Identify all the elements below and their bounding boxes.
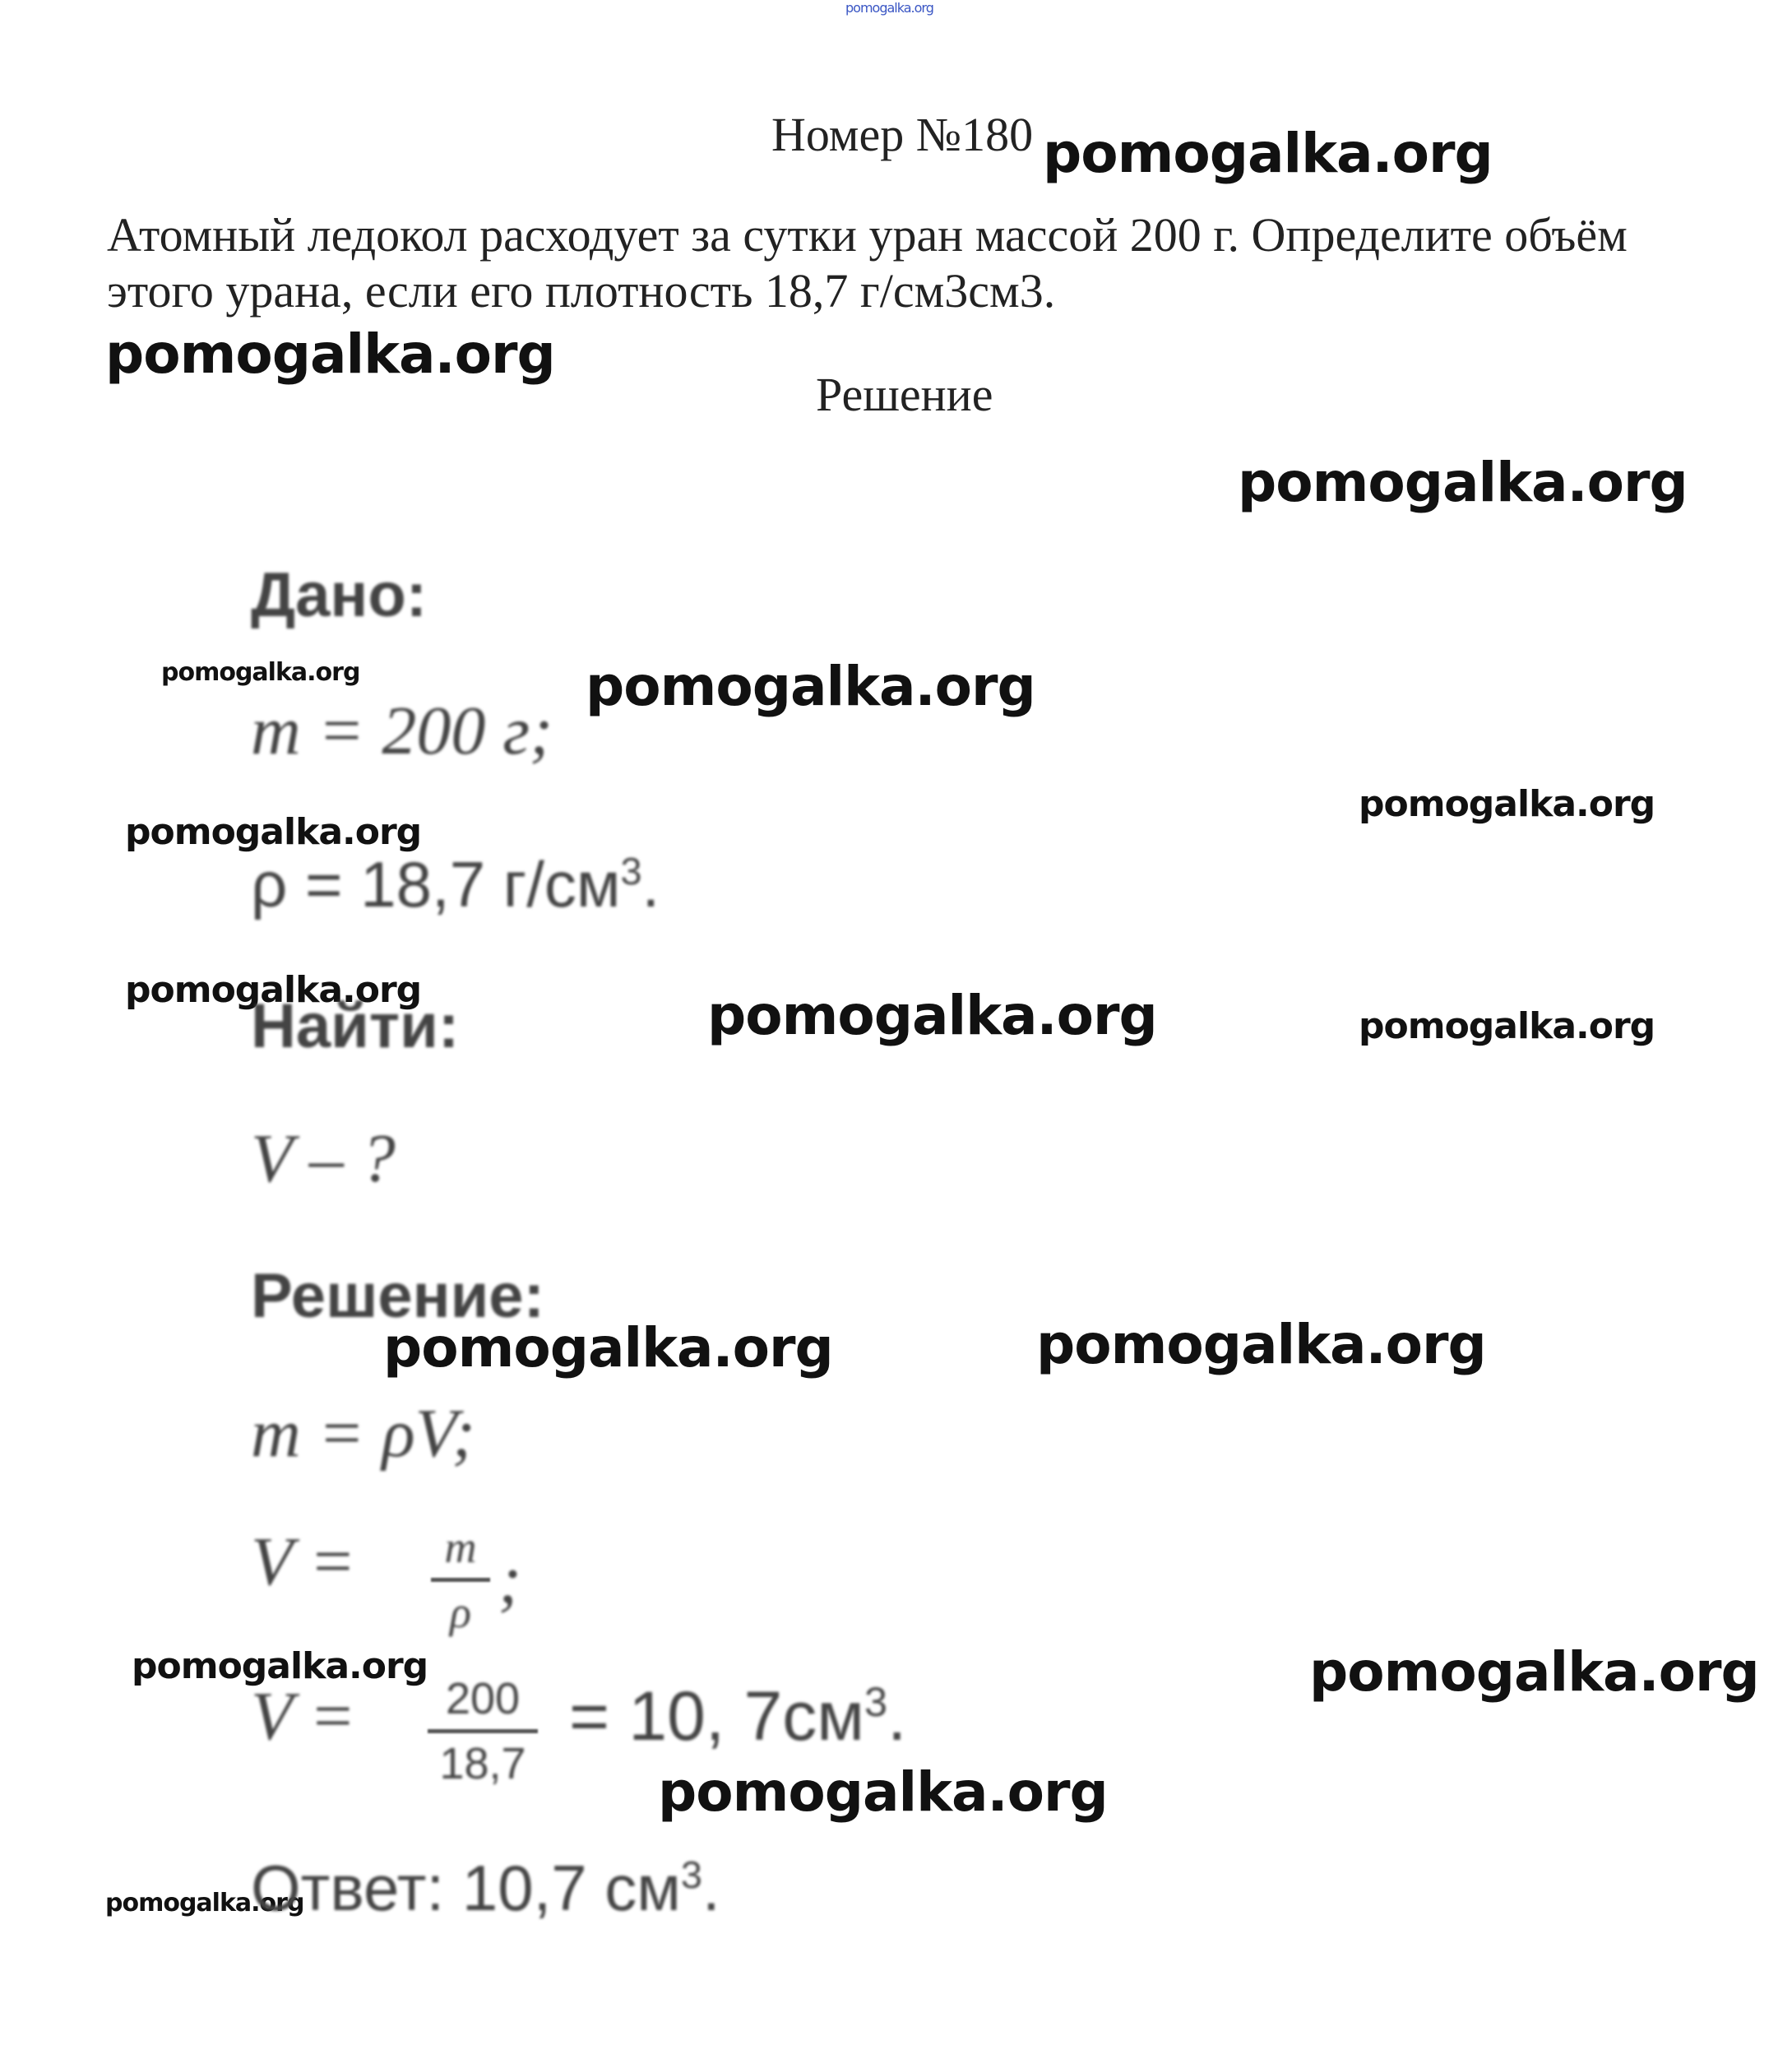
watermark: pomogalka.org (125, 969, 422, 1011)
formula-result-fraction: 200 18,7 (428, 1673, 538, 1789)
watermark: pomogalka.org (105, 1889, 304, 1918)
formula-result-rhs: = 10, $7см^3$. (569, 1677, 907, 1755)
formula-mass: m = ρV; (251, 1395, 475, 1472)
find-value: V – ? (251, 1120, 396, 1197)
watermark: pomogalka.org (707, 984, 1157, 1047)
watermark: pomogalka.org (1359, 783, 1655, 825)
problem-text-line-2: этого урана, если его плотность 18,7 г/см3см3. (107, 264, 1056, 318)
watermark: pomogalka.org (658, 1760, 1108, 1824)
watermark: pomogalka.org (132, 1645, 428, 1687)
formula-volume-end: ; (498, 1542, 521, 1618)
solution-heading: Решение (816, 368, 993, 421)
watermark: pomogalka.org (105, 322, 555, 386)
top-watermark: pomogalka.org (845, 0, 933, 16)
watermark: pomogalka.org (1238, 451, 1688, 514)
watermark: pomogalka.org (1359, 1005, 1655, 1047)
answer: Ответ: 10,7 $см^3$. (251, 1852, 720, 1924)
find-label: Найти: (251, 991, 460, 1061)
watermark: pomogalka.org (161, 658, 360, 687)
watermark: pomogalka.org (383, 1316, 833, 1380)
formula-volume-lhs: V = (251, 1523, 356, 1600)
given-density: ρ = 18,7 $г/см^3$. (251, 848, 660, 921)
watermark: pomogalka.org (1043, 122, 1493, 185)
formula-result-lhs: V = (251, 1678, 356, 1755)
given-mass: m = 200 г; (251, 693, 553, 769)
watermark: pomogalka.org (1036, 1313, 1486, 1376)
watermark: pomogalka.org (586, 655, 1035, 718)
formula-volume-fraction: m ρ (431, 1522, 490, 1638)
watermark: pomogalka.org (1309, 1640, 1759, 1704)
problem-text-line-1: Атомный ледокол расходует за сутки уран массой 200 г. Определите объём (107, 208, 1628, 262)
solution-label: Решение: (251, 1261, 544, 1331)
given-label: Дано: (251, 560, 428, 630)
watermark: pomogalka.org (125, 811, 422, 853)
page-title: Номер №180 (771, 108, 1034, 161)
